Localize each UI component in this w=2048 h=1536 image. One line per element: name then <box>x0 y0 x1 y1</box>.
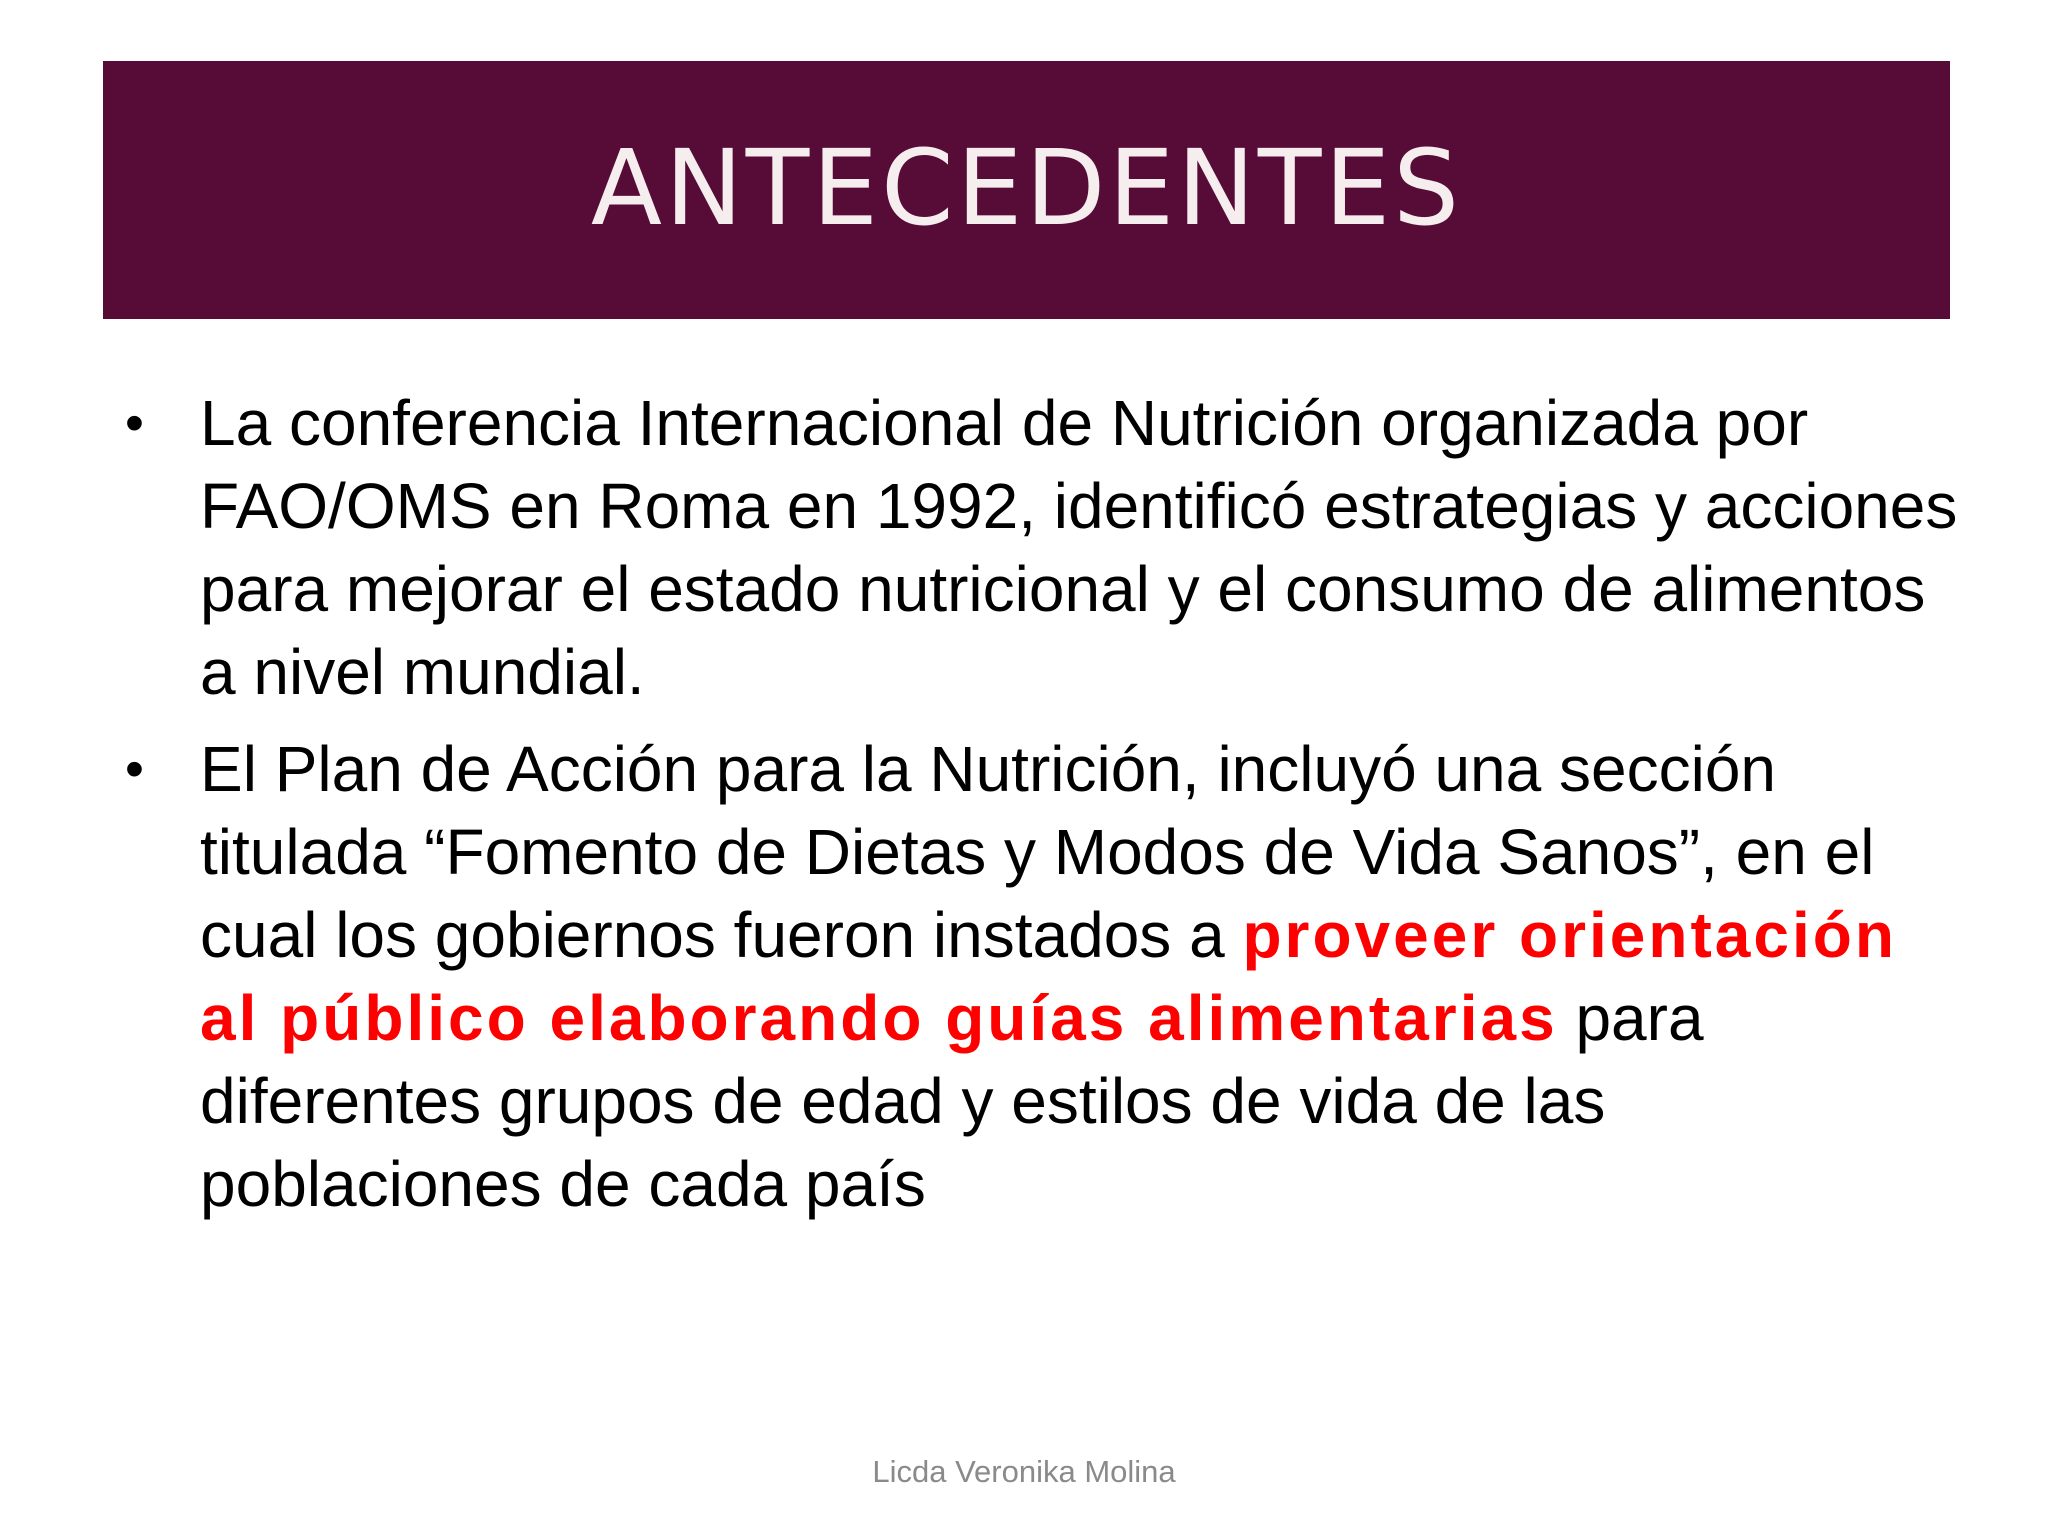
bullet-item <box>125 382 1960 714</box>
bullet-item <box>125 728 1960 1226</box>
footer-author: Licda Veronika Molina <box>872 1454 1176 1489</box>
bullet-list <box>125 382 1960 1240</box>
bullet-point-icon: • <box>125 739 144 799</box>
title-bar <box>103 61 1950 319</box>
bullet-text-before: El Plan de Acción para la Nutrición, incluyó una sección titulada “Fomento de Dietas y Modos de Vida Sanos”, en el cual los gobiernos fueron instados a <box>200 733 1875 971</box>
slide-title: ANTECEDENTES <box>590 127 1463 249</box>
bullet-point-icon: • <box>125 393 144 453</box>
bullet-text: La conferencia Internacional de Nutrición organizada por FAO/OMS en Roma en 1992, identificó estrategias y acciones para mejorar el estado nutricional y el consumo de alimentos a nivel mundial. <box>200 387 1958 708</box>
bullet-text-after: para diferentes grupos de edad y estilos de vida de las poblaciones de cada país <box>200 982 1704 1220</box>
highlighted-text: proveer orientación al público elaborando guías alimentarias <box>200 899 1897 1054</box>
